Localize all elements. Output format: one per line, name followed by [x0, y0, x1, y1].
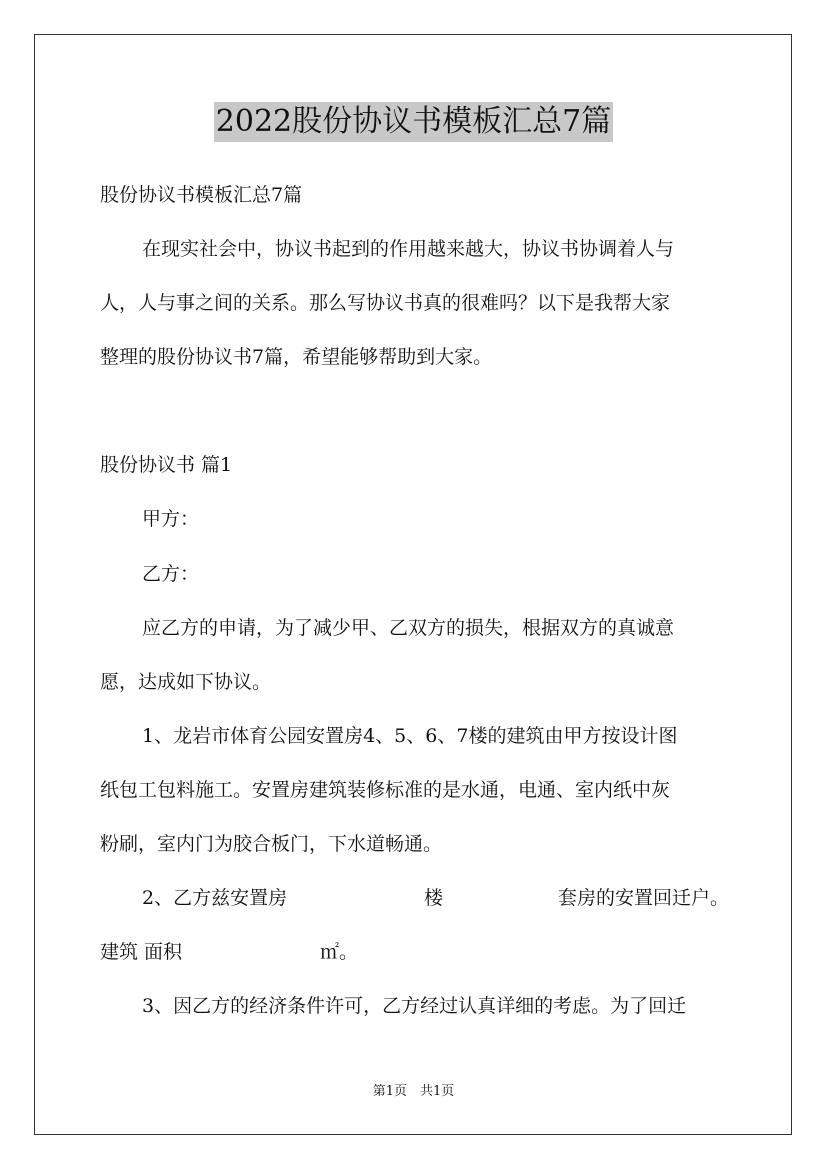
para3-part3: 套房的安置回迁户。	[558, 887, 730, 909]
para2-line-2: 纸包工包料施工。安置房建筑装修标准的是水通，电通、室内纸中灰	[100, 779, 671, 801]
title-container	[0, 102, 827, 142]
party-a-label: 甲方：	[142, 508, 200, 530]
intro-line-2: 人，人与事之间的关系。那么写协议书真的很难吗？以下是我帮大家	[100, 292, 671, 314]
para3-area-label: 建筑 面积	[100, 941, 183, 963]
document-title: 2022股份协议书模板汇总7篇	[214, 102, 613, 142]
para1-line-1: 应乙方的申请，为了减少甲、乙双方的损失，根据双方的真诚意	[142, 617, 675, 639]
section-heading: 股份协议书 篇1	[100, 454, 233, 476]
para3-part1: 2、乙方兹安置房	[142, 887, 288, 909]
para2-line-1: 1、龙岩市体育公园安置房4、5、6、7楼的建筑由甲方按设计图	[142, 725, 678, 747]
para1-line-2: 愿，达成如下协议。	[100, 671, 272, 693]
party-b-label: 乙方：	[142, 563, 200, 585]
document-subtitle: 股份协议书模板汇总7篇	[100, 184, 303, 206]
para3-area-unit: ㎡。	[320, 941, 359, 963]
para4-line-1: 3、因乙方的经济条件许可，乙方经过认真详细的考虑。为了回迁	[142, 995, 687, 1017]
para3-part2: 楼	[424, 887, 444, 909]
intro-line-3: 整理的股份协议书7篇，希望能够帮助到大家。	[100, 346, 493, 368]
intro-line-1: 在现实社会中，协议书起到的作用越来越大，协议书协调着人与	[142, 238, 675, 260]
para2-line-3: 粉刷，室内门为胶合板门，下水道畅通。	[100, 833, 443, 855]
page-footer: 第1页 共1页	[372, 1084, 455, 1099]
